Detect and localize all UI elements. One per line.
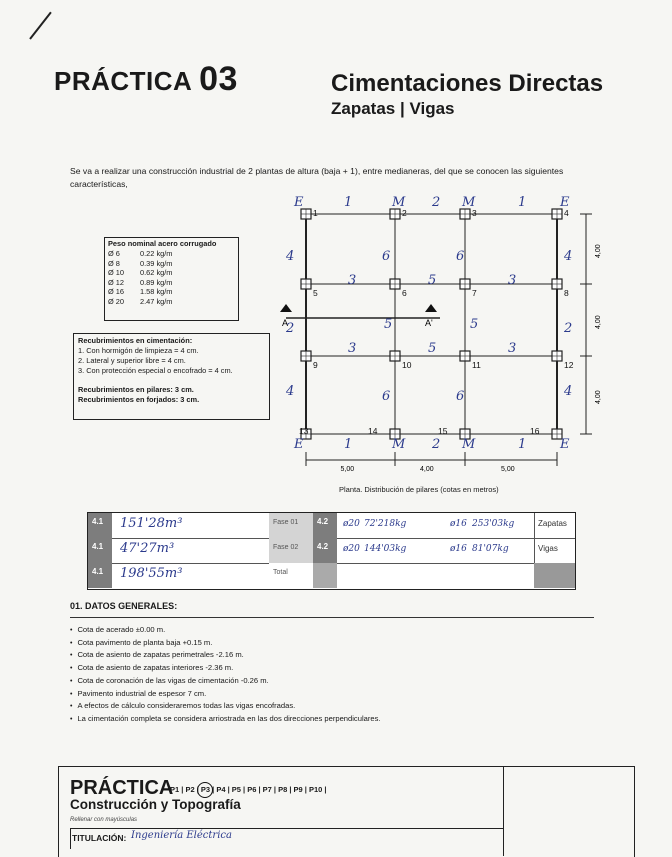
steel-row: Ø 16 1.58 kg/m [108, 287, 173, 296]
handwritten-annotation: 3 [508, 341, 517, 356]
pillar-label: 9 [313, 360, 318, 370]
floor-plan-drawing [270, 190, 620, 480]
results-row [88, 513, 575, 539]
steel-weight-value: 72'218kg [364, 519, 407, 529]
footer-subject: Construcción y Topografía [70, 797, 241, 812]
cover-item: 2. Lateral y superior libre = 4 cm. [78, 356, 186, 365]
steel-row: Ø 20 2.47 kg/m [108, 296, 173, 306]
bar-diameter: ø20 [343, 519, 360, 529]
section-label-left: A [282, 318, 289, 328]
handwritten-annotation: 4 [564, 384, 573, 399]
pillar-label: 5 [313, 288, 318, 298]
pillar-label: 12 [564, 360, 574, 370]
cover-slabs: Recubrimientos en forjados: 3 cm. [78, 395, 200, 404]
section-label-right: A' [425, 318, 433, 328]
row-code: 4.1 [88, 538, 112, 563]
steel-row: Ø 6 0.22 kg/m [108, 249, 173, 258]
document-title: Cimentaciones Directas [331, 70, 604, 97]
steel-row: Ø 8 0.39 kg/m [108, 258, 173, 268]
row-code: 4.1 [88, 513, 112, 538]
handwritten-annotation: E [294, 195, 304, 210]
handwritten-annotation: 5 [428, 341, 437, 356]
handwritten-annotation: E [560, 195, 570, 210]
practice-title: PRÁCTICA 03 [54, 60, 238, 98]
handwritten-annotation: 5 [470, 317, 479, 332]
document-subtitle: Zapatas | Vigas [331, 99, 455, 118]
handwritten-annotation: 1 [344, 437, 353, 452]
section-arrow-right [425, 304, 437, 312]
bar-diameter: ø16 [450, 544, 467, 554]
pillar-label: 7 [472, 288, 477, 298]
phase-label: Fase 02 [269, 538, 313, 563]
results-row [88, 563, 575, 588]
handwritten-annotation: 2 [564, 321, 573, 336]
handwritten-annotation: 6 [456, 389, 465, 404]
row-tag: Vigas [534, 538, 575, 563]
practice-options: P1 | P2 | P3 | P4 | P5 | P6 | P7 | P8 | P9 | P10 | [170, 785, 327, 794]
handwritten-volume: 47'27m³ [120, 541, 175, 556]
handwritten-annotation: 1 [518, 195, 527, 210]
pillar-label: 14 [368, 426, 378, 436]
list-item: • Pavimento industrial de espesor 7 cm. [70, 688, 590, 701]
intro-paragraph: Se va a realizar una construcción industrial de 2 plantas de altura (baja + 1), entre medianeras, del que se conocen las siguientes características, [70, 166, 564, 189]
handwritten-annotation: M [392, 195, 406, 210]
pillar-label: 15 [438, 426, 448, 436]
steel-table-title: Peso nominal acero corrugado [108, 239, 217, 248]
list-item: • La cimentación completa se considera arriostrada en las dos direcciones perpendiculares. [70, 713, 590, 726]
section-arrow-left [280, 304, 292, 312]
row-tag [534, 563, 575, 588]
cover-item: 1. Con hormigón de limpieza = 4 cm. [78, 346, 199, 355]
handwritten-annotation: M [462, 437, 476, 452]
handwritten-annotation: 2 [432, 195, 441, 210]
pillar-label: 2 [402, 208, 407, 218]
dimension-label: 4,00 [420, 466, 434, 473]
results-row [88, 538, 575, 564]
handwritten-annotation: 2 [286, 321, 295, 336]
dimension-label: 4,00 [595, 315, 602, 329]
results-table [87, 512, 576, 590]
handwritten-annotation: 4 [286, 384, 295, 399]
steel-row: Ø 10 0.62 kg/m [108, 268, 173, 277]
footer-practice-label: PRÁCTICA [70, 777, 174, 799]
phase-label: Total [269, 563, 313, 588]
cover-item: 3. Con protección especial o encofrado = 4 cm. [78, 366, 233, 375]
handwritten-volume: 198'55m³ [120, 566, 183, 581]
handwritten-annotation: 1 [344, 195, 353, 210]
plan-caption: Planta. Distribución de pilares (cotas en metros) [339, 485, 499, 494]
handwritten-annotation: 6 [382, 389, 391, 404]
dimension-label: 4,00 [595, 244, 602, 258]
general-data-title: 01. DATOS GENERALES: [70, 601, 178, 611]
dimension-label: 4,00 [595, 390, 602, 404]
handwritten-annotation: 3 [508, 273, 517, 288]
steel-row: Ø 12 0.89 kg/m [108, 277, 173, 287]
handwritten-annotation: E [294, 437, 304, 452]
handwritten-annotation: 6 [382, 249, 391, 264]
handwritten-volume: 151'28m³ [120, 516, 183, 531]
handwritten-annotation: 4 [564, 249, 573, 264]
handwritten-annotation: 4 [286, 249, 295, 264]
row-code-2 [313, 563, 337, 588]
dimension-label: 5,00 [340, 466, 355, 473]
handwritten-annotation: 3 [348, 273, 357, 288]
cover-pillars: Recubrimientos en pilares: 3 cm. [78, 385, 194, 394]
row-tag: Zapatas [534, 513, 575, 538]
dimension-label: 5,00 [501, 466, 515, 473]
bar-diameter: ø16 [450, 519, 467, 529]
pillar-label: 1 [313, 208, 318, 218]
selected-option-circle [197, 782, 213, 798]
handwritten-annotation: M [462, 195, 476, 210]
list-item: • Cota de acerado ±0.00 m. [70, 624, 590, 637]
general-data-list [70, 624, 590, 726]
divider [70, 617, 594, 618]
pen-stroke-mark [29, 12, 52, 40]
cover-title: Recubrimientos en cimentación: [78, 336, 193, 345]
row-code: 4.1 [88, 563, 112, 588]
steel-weight-value: 144'03kg [364, 544, 407, 554]
pillar-label: 10 [402, 360, 412, 370]
list-item: • Cota de asiento de zapatas perimetrales -2.16 m. [70, 649, 590, 662]
list-item: • Cota pavimento de planta baja +0.15 m. [70, 637, 590, 650]
list-item: • Cota de coronación de las vigas de cimentación -0.26 m. [70, 675, 590, 688]
pillar-label: 6 [402, 288, 407, 298]
handwritten-annotation: 6 [456, 249, 465, 264]
list-item: • Cota de asiento de zapatas interiores -2.36 m. [70, 662, 590, 675]
pillar-label: 8 [564, 288, 569, 298]
handwritten-annotation: 5 [428, 273, 437, 288]
pillar-label: 11 [472, 360, 481, 370]
handwritten-annotation: 2 [432, 437, 441, 452]
pillar-label: 13 [299, 426, 309, 436]
steel-weight-value: 81'07kg [472, 544, 509, 554]
footer-note: Rellenar con mayúsculas [70, 817, 138, 823]
bar-diameter: ø20 [343, 544, 360, 554]
steel-weight-table [104, 237, 239, 321]
pillar-label: 4 [564, 208, 569, 218]
handwritten-annotation: 1 [518, 437, 527, 452]
handwritten-annotation: 3 [348, 341, 357, 356]
handwritten-annotation: M [392, 437, 406, 452]
pillar-label: 16 [530, 426, 540, 436]
steel-weight-value: 253'03kg [472, 519, 515, 529]
row-code-2: 4.2 [313, 513, 337, 538]
degree-label: TITULACIÓN: [72, 833, 127, 843]
handwritten-annotation: E [560, 437, 570, 452]
degree-value[interactable]: Ingeniería Eléctrica [131, 830, 232, 841]
list-item: • A efectos de cálculo consideraremos todas las vigas encofradas. [70, 700, 590, 713]
phase-label: Fase 01 [269, 513, 313, 538]
cover-requirements-box [73, 333, 270, 420]
handwritten-annotation: 5 [384, 317, 393, 332]
pillar-label: 3 [472, 208, 477, 218]
row-code-2: 4.2 [313, 538, 337, 563]
